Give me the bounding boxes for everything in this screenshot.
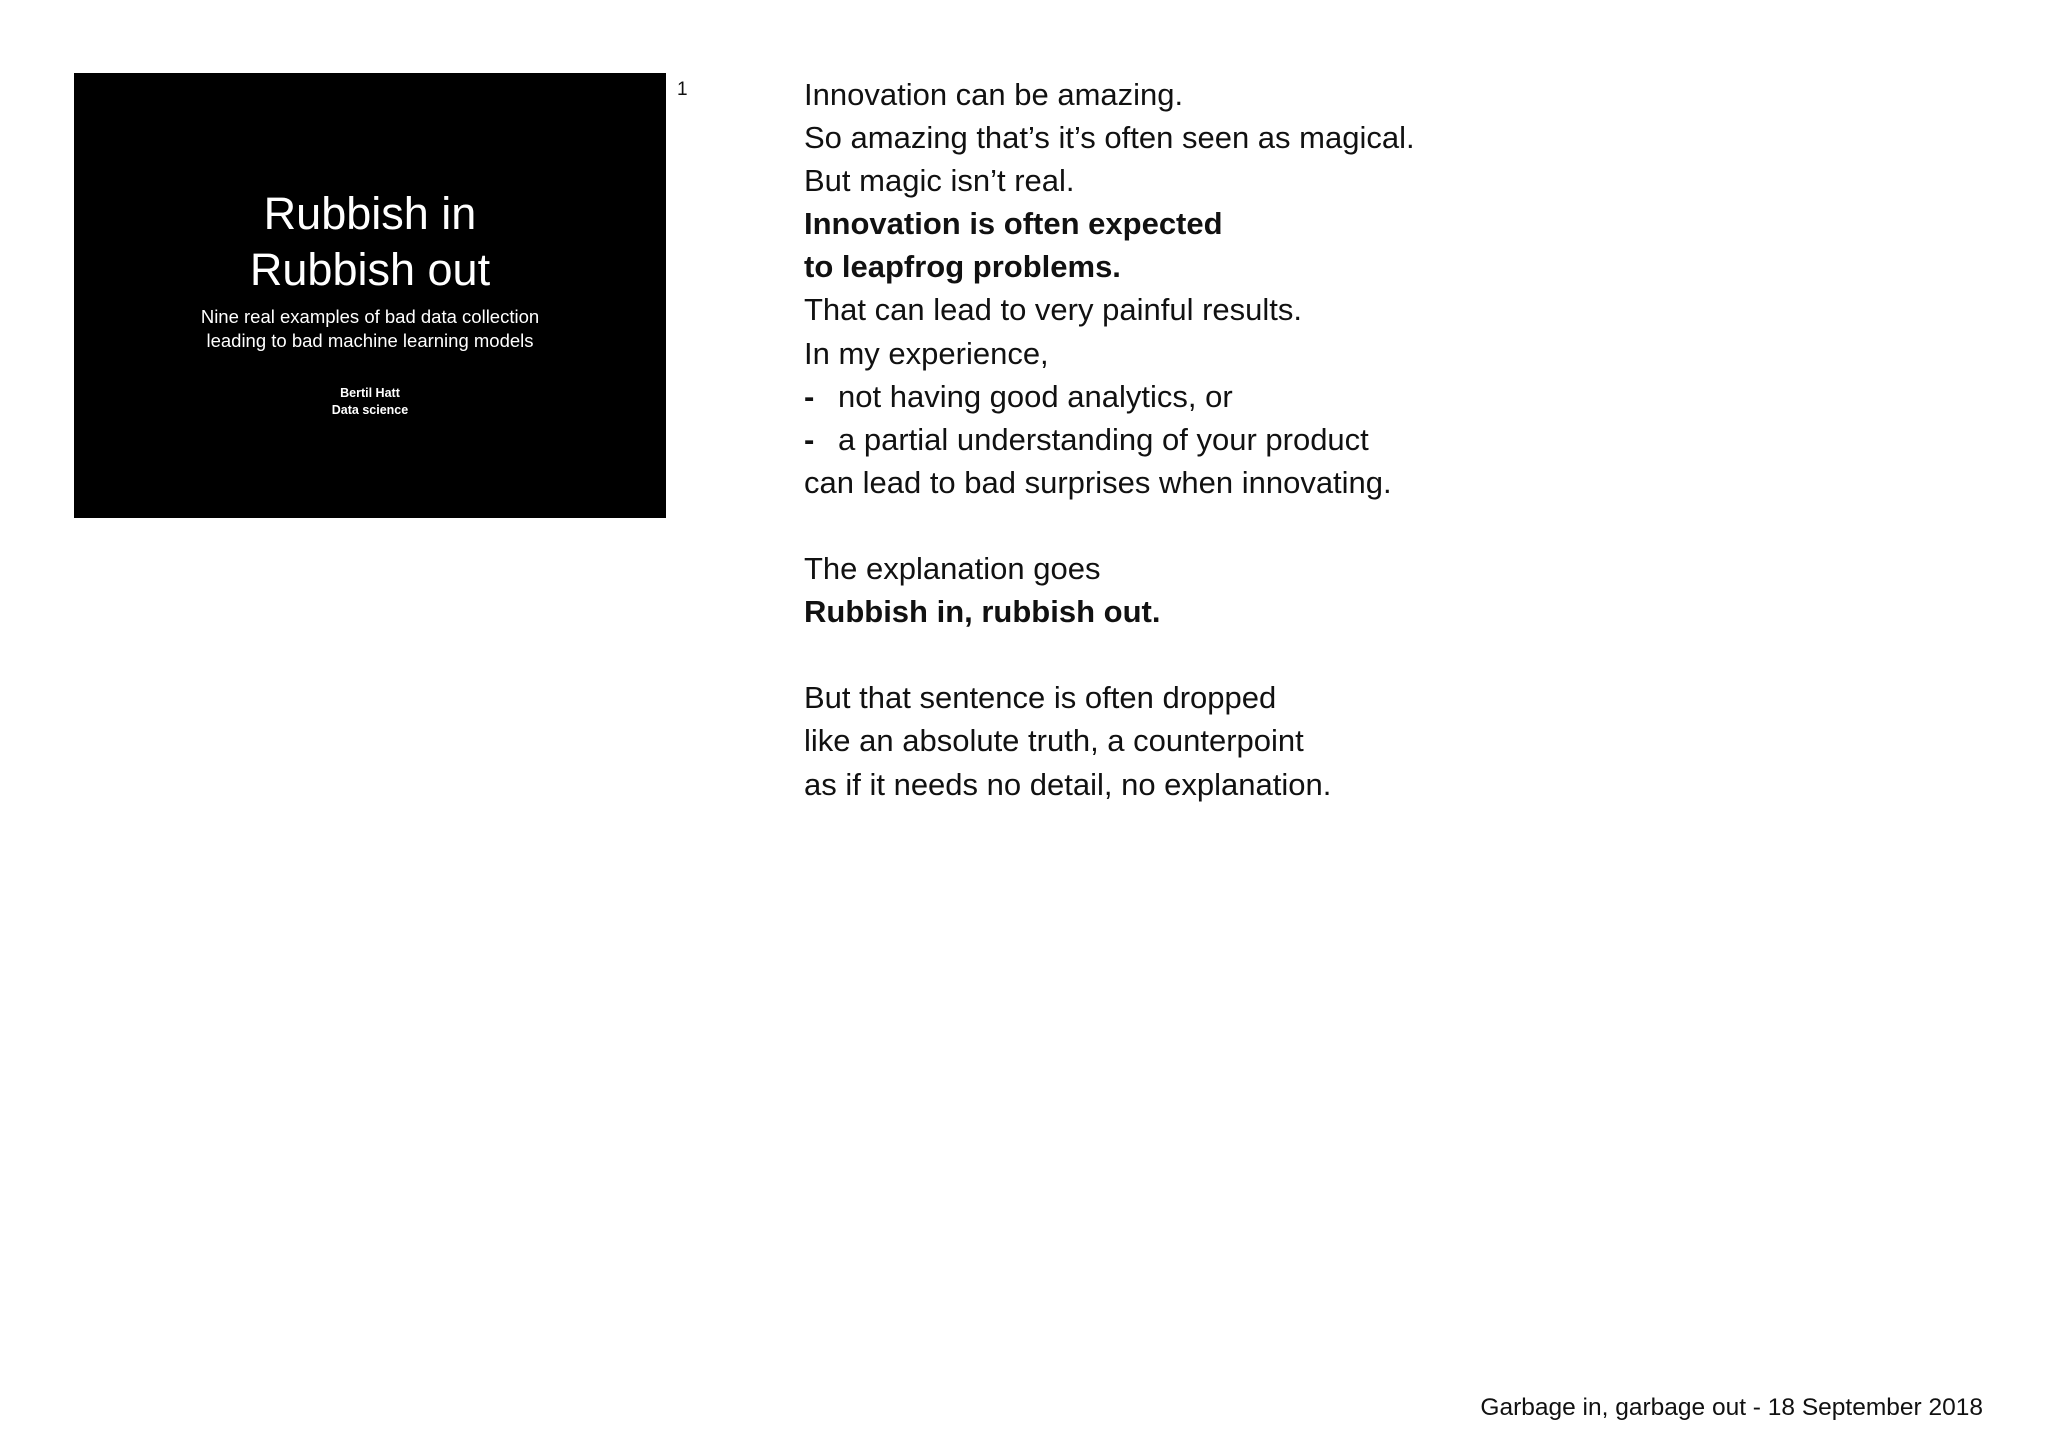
notes-line: That can lead to very painful results. [804,292,1302,328]
slide-title-line-1: Rubbish in [263,188,477,239]
slide-thumbnail [74,73,666,518]
notes-line: But magic isn’t real. [804,163,1075,199]
notes-line-emphasis: Rubbish in, rubbish out. [804,594,1161,630]
slide-subtitle-line-1: Nine real examples of bad data collection [200,306,540,327]
notes-bullet-item [804,418,1904,461]
paragraph-gap [804,633,1904,676]
slide-number: 1 [677,79,688,100]
notes-line: So amazing that’s it’s often seen as magical. [804,120,1415,156]
bullet-dash-icon: - [804,421,815,457]
notes-line: like an absolute truth, a counterpoint [804,723,1304,759]
slide-subtitle-line-2: leading to bad machine learning models [206,330,534,351]
paragraph-gap [804,504,1904,547]
notes-bullet-text: not having good analytics, or [838,378,1233,414]
notes-line: can lead to bad surprises when innovating. [804,464,1392,500]
notes-line: In my experience, [804,335,1049,371]
speaker-notes [804,73,1904,806]
page-footer: Garbage in, garbage out - 18 September 2018 [1480,1394,1983,1421]
slide-author-team: Data science [331,403,409,417]
slide-author-block [74,385,666,419]
slide-subtitle [74,305,666,353]
notes-bullet-item [804,375,1904,418]
notes-bullet-text: a partial understanding of your product [838,421,1369,457]
notes-line-emphasis: Innovation is often expected [804,206,1223,242]
notes-line: The explanation goes [804,551,1101,587]
notes-line: as if it needs no detail, no explanation. [804,766,1332,802]
notes-line: But that sentence is often dropped [804,680,1277,716]
notes-line-emphasis: to leapfrog problems. [804,249,1121,285]
notes-line: Innovation can be amazing. [804,77,1184,112]
slide-title [74,186,666,298]
bullet-dash-icon: - [804,378,815,414]
slide-author-name: Bertil Hatt [340,386,400,400]
slide-title-line-2: Rubbish out [249,244,491,295]
